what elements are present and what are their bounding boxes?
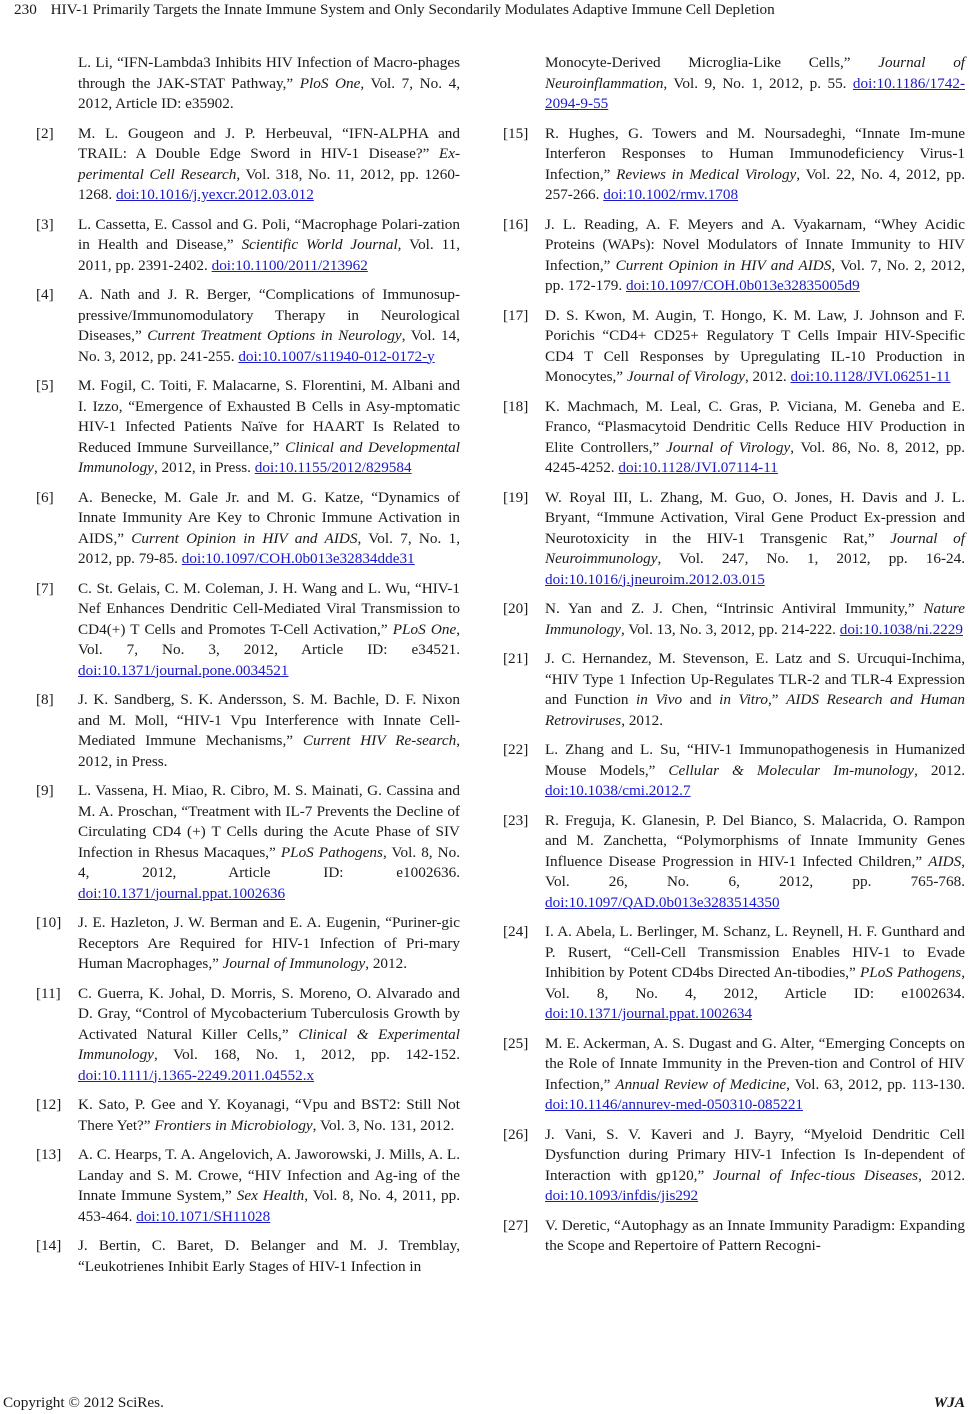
reference-item bbox=[503, 649, 965, 731]
reference-text: M. L. Gougeon and J. P. Herbeuval, “IFN-ALPHA and TRAIL: A Double Edge Sword in HIV-1 Disease?” bbox=[78, 124, 460, 162]
reference-source-title: Sex Health bbox=[236, 1187, 305, 1204]
reference-number: [15] bbox=[503, 124, 529, 142]
doi-link[interactable]: doi:10.1155/2012/829584 bbox=[254, 459, 412, 476]
reference-source-title: Journal of Virology bbox=[626, 368, 745, 385]
reference-item bbox=[503, 922, 965, 1025]
reference-source-title: PloS One bbox=[299, 74, 361, 92]
reference-text: N. Yan and Z. J. Chen, “Intrinsic Antiviral Immunity,” bbox=[545, 600, 924, 617]
reference-text: , 2012. bbox=[365, 955, 407, 972]
reference-number: [5] bbox=[36, 377, 54, 394]
reference-text: R. Hughes, G. Towers and M. Noursadeghi, “Innate Im-mune Interferon Responses to Human Immunodeficiency Virus-1 Infection,” bbox=[545, 124, 965, 183]
reference-text: C. St. Gelais, C. M. Coleman, J. H. Wang and L. Wu, “HIV-1 Nef Enhances Dendritic Cell-Mediated Viral Transmission to CD4(+) T Cells and Promotes T-Cell Activation,” bbox=[78, 579, 460, 638]
page-number: 230 bbox=[14, 1, 37, 18]
reference-item bbox=[503, 215, 965, 297]
copyright-notice: Copyright © 2012 SciRes. bbox=[3, 1394, 164, 1411]
reference-text: , Vol. 318, No. 11, 2012, pp. 1260-1268. bbox=[78, 165, 460, 203]
reference-source-title: Journal of Neuroinflammation bbox=[545, 54, 966, 92]
reference-number: [25] bbox=[503, 1034, 529, 1052]
doi-link[interactable]: doi:10.1097/QAD.0b013e3283514350 bbox=[545, 893, 780, 911]
reference-source-title: Journal of Infec-tious Diseases bbox=[713, 1166, 919, 1184]
reference-number: [24] bbox=[503, 923, 529, 940]
reference-text: , Vol. 7, No. 1, 2012, pp. 79-85. bbox=[78, 529, 461, 567]
reference-text: D. S. Kwon, M. Augin, T. Hongo, K. M. Law, J. Johnson and F. Porichis “CD4+ CD25+ Regulatory T Cells Impair HIV-Specific CD4 T Cell Responses by Upregulating IL-10 Production in Monocytes,” bbox=[545, 306, 965, 385]
reference-text: and bbox=[682, 691, 720, 708]
reference-item bbox=[503, 397, 965, 479]
reference-source-title: Current Opinion in HIV and AIDS bbox=[131, 529, 358, 547]
reference-number: [14] bbox=[36, 1237, 62, 1254]
reference-text: , Vol. 63, 2012, pp. 113-130. bbox=[786, 1075, 965, 1093]
reference-source-title: AIDS Research and Human Retroviruses bbox=[545, 691, 966, 729]
doi-link[interactable]: doi:10.1128/JVI.07114-11 bbox=[618, 459, 778, 476]
reference-number: [16] bbox=[503, 215, 529, 233]
reference-text: J. E. Hazleton, J. W. Berman and E. A. Eugenin, “Puriner-gic Receptors Are Required for HIV-1 Infection of Pri-mary Human Macrophages,” bbox=[78, 914, 460, 972]
reference-number: [7] bbox=[36, 579, 54, 597]
reference-number: [4] bbox=[36, 286, 54, 303]
doi-link[interactable]: doi:10.1186/1742-2094-9-55 bbox=[545, 74, 965, 112]
reference-continuation bbox=[36, 53, 460, 115]
doi-link[interactable]: doi:10.1371/journal.ppat.1002634 bbox=[545, 1005, 753, 1022]
reference-item bbox=[503, 488, 965, 591]
doi-link[interactable]: doi:10.1038/cmi.2012.7 bbox=[545, 782, 691, 799]
reference-text: , Vol. 26, No. 6, 2012, pp. 765-768. bbox=[545, 852, 965, 890]
reference-text: , Vol. 11, 2011, pp. 2391-2402. bbox=[78, 236, 461, 274]
doi-link[interactable]: doi:10.1097/COH.0b013e32834dde31 bbox=[181, 550, 415, 567]
reference-text: , Vol. 7, No. 4, 2012, Article ID: e35902. bbox=[78, 74, 460, 112]
reference-item bbox=[503, 811, 965, 914]
reference-number: [18] bbox=[503, 397, 529, 415]
reference-text: , 2012. bbox=[621, 711, 663, 729]
reference-item bbox=[503, 306, 965, 388]
reference-text: A. Benecke, M. Gale Jr. and M. G. Katze, “Dynamics of Innate Immunity Are Key to Chronic Immune Activation in AIDS,” bbox=[78, 488, 460, 547]
reference-source-title: in Vivo bbox=[636, 691, 683, 708]
doi-link[interactable]: doi:10.1016/j.yexcr.2012.03.012 bbox=[115, 186, 314, 203]
reference-item bbox=[36, 215, 460, 277]
running-title: HIV-1 Primarily Targets the Innate Immune System and Only Secondarily Modulates Adaptive Immune Cell Depletion bbox=[50, 1, 775, 18]
reference-text: J. C. Hernandez, M. Stevenson, E. Latz and S. Urcuqui-Inchima, “HIV Type 1 Infection Up-Regulates TLR-2 and TLR-4 Expression and Function bbox=[545, 650, 965, 708]
reference-number: [13] bbox=[36, 1146, 62, 1163]
reference-item bbox=[503, 1216, 965, 1257]
reference-source-title: Nature Immunology bbox=[545, 600, 965, 638]
reference-text: I. A. Abela, L. Berlinger, M. Schanz, L. Reynell, H. F. Gunthard and P. Rusert, “Cell-Cell Transmission Enables HIV-1 to Evade Inhibition by Potent CD4bs Directed An-tibodies,” bbox=[545, 923, 965, 981]
reference-number: [6] bbox=[36, 488, 54, 506]
reference-text: J. Vani, S. V. Kaveri and J. Bayry, “Myeloid Dendritic Cell Dysfunction during Primary HIV-1 Infection Is In-dependent of Interaction with gp120,” bbox=[545, 1125, 965, 1184]
reference-source-title: Current HIV Re-search bbox=[302, 732, 457, 749]
reference-text: , Vol. 86, No. 8, 2012, pp. 4245-4252. bbox=[545, 438, 965, 476]
reference-text: , Vol. 13, No. 3, 2012, pp. 214-222. bbox=[620, 620, 840, 638]
reference-text: M. E. Ackerman, A. S. Dugast and G. Alter, “Emerging Concepts on the Role of Innate Immunity in the Preven-tion and Control of HIV Infection,” bbox=[545, 1034, 965, 1093]
reference-text: , Vol. 8, No. 4, 2012, Article ID: e1002636. bbox=[78, 843, 460, 881]
reference-number: [2] bbox=[36, 124, 54, 142]
reference-source-title: Clinical and Developmental Immunology bbox=[78, 438, 460, 476]
reference-text: Monocyte-Derived Microglia-Like Cells,” bbox=[545, 54, 879, 71]
reference-text: , Vol. 7, No. 2, 2012, pp. 172-179. bbox=[545, 256, 966, 294]
reference-item bbox=[503, 1034, 965, 1116]
reference-text: , 2012. bbox=[918, 1166, 965, 1184]
reference-item bbox=[36, 781, 460, 904]
doi-link[interactable]: doi:10.1071/SH11028 bbox=[136, 1207, 271, 1225]
references-right-column bbox=[503, 53, 965, 1266]
reference-text: R. Freguja, K. Glanesin, P. Del Bianco, S. Malacrida, O. Rampon and M. Zanchetta, “Polymorphisms of Innate Immunity Genes Influence Disease Progression in HIV-1 Infected Children,” bbox=[545, 811, 965, 870]
reference-text: , 2012. bbox=[914, 761, 966, 779]
reference-source-title: Frontiers in Microbiology bbox=[154, 1116, 313, 1134]
reference-source-title: Current Treatment Options in Neurology bbox=[147, 327, 402, 344]
running-head bbox=[14, 0, 959, 22]
reference-text: , Vol. 168, No. 1, 2012, pp. 142-152. bbox=[153, 1046, 460, 1063]
reference-text: L. Zhang and L. Su, “HIV-1 Immunopathogenesis in Humanized Mouse Models,” bbox=[545, 741, 965, 779]
reference-item bbox=[503, 740, 965, 802]
reference-text: , Vol. 8, No. 4, 2012, Article ID: e1002634. bbox=[545, 964, 966, 1002]
reference-source-title: Annual Review of Medicine bbox=[615, 1075, 787, 1093]
reference-text: L. Vassena, H. Miao, R. Cibro, M. S. Mainati, G. Cassina and M. A. Proschan, “Treatment with IL-7 Prevents the Decline of Circulating CD4 (+) T Cells during the Acute Phase of SIV Infection in Rhesus Macaques,” bbox=[78, 782, 460, 861]
reference-number: [19] bbox=[503, 488, 529, 506]
reference-item bbox=[36, 690, 460, 772]
reference-source-title: Scientific World Journal bbox=[241, 236, 398, 253]
reference-text: , Vol. 22, No. 4, 2012, pp. 257-266. bbox=[545, 165, 965, 203]
reference-text: M. Fogil, C. Toiti, F. Malacarne, S. Florentini, M. Albani and I. Izzo, “Emergence of Exhausted B Cells in Asy-mptomatic HIV-1 Infected Patients Naïve for HAART Is Related to Reduced Immune Surveillance,” bbox=[78, 377, 460, 456]
page-footer bbox=[0, 1394, 969, 1414]
doi-link[interactable]: doi:10.1128/JVI.06251-11 bbox=[790, 368, 951, 385]
reference-text: , Vol. 8, No. 4, 2011, pp. 453-464. bbox=[78, 1187, 461, 1225]
doi-link[interactable]: doi:10.1111/j.1365-2249.2011.04552.x bbox=[78, 1066, 315, 1084]
reference-number: [12] bbox=[36, 1096, 62, 1113]
reference-text: W. Royal III, L. Zhang, M. Guo, O. Jones, H. Davis and J. L. Bryant, “Immune Activation, Viral Gene Product Ex-pression and Neurotoxicity in the HIV-1 Transgenic Rat,” bbox=[545, 488, 965, 547]
reference-source-title: Ex-perimental Cell Research bbox=[78, 145, 460, 183]
reference-source-title: Cellular & Molecular Im-munology bbox=[668, 761, 915, 779]
journal-abbreviation: WJA bbox=[933, 1394, 965, 1411]
reference-text: , Vol. 247, No. 1, 2012, pp. 16-24. bbox=[657, 550, 965, 567]
doi-link[interactable]: doi:10.1016/j.jneuroim.2012.03.015 bbox=[545, 570, 765, 588]
reference-text: , 2012, in Press. bbox=[78, 732, 460, 770]
reference-item bbox=[503, 1125, 965, 1207]
reference-number: [11] bbox=[36, 984, 61, 1002]
reference-item bbox=[36, 124, 460, 206]
reference-text: A. C. Hearps, T. A. Angelovich, A. Jaworowski, J. Mills, A. L. Landay and S. M. Crowe, “HIV Infection and Ag-ing of the Innate Immune System,” bbox=[78, 1146, 460, 1204]
reference-text: J. Bertin, C. Baret, D. Belanger and M. J. Tremblay, “Leukotrienes Inhibit Early Stages of HIV-1 Infection in bbox=[78, 1237, 460, 1275]
reference-number: [10] bbox=[36, 914, 62, 931]
reference-number: [26] bbox=[503, 1125, 529, 1143]
doi-link[interactable]: doi:10.1100/2011/213962 bbox=[211, 256, 368, 274]
reference-number: [17] bbox=[503, 306, 529, 324]
reference-text: , 2012, in Press. bbox=[153, 459, 255, 476]
reference-text: V. Deretic, “Autophagy as an Innate Immunity Paradigm: Expanding the Scope and Repertoire of Pattern Recogni- bbox=[545, 1216, 965, 1254]
doi-link[interactable]: doi:10.1371/journal.ppat.1002636 bbox=[78, 884, 286, 902]
reference-item bbox=[36, 285, 460, 367]
doi-link[interactable]: doi:10.1146/annurev-med-050310-085221 bbox=[545, 1096, 804, 1113]
reference-source-title: Reviews in Medical Virology bbox=[616, 165, 797, 183]
reference-source-title: in Vitro bbox=[719, 691, 768, 708]
reference-number: [21] bbox=[503, 650, 529, 667]
reference-number: [23] bbox=[503, 811, 529, 829]
reference-source-title: Journal of Virology bbox=[666, 438, 791, 456]
reference-text: C. Guerra, K. Johal, D. Morris, S. Moreno, O. Alvarado and D. Gray, “Control of Mycobacterium Tuberculosis Growth by Activated Natural Killer Cells,” bbox=[78, 984, 460, 1043]
reference-source-title: Clinical & Experimental Immunology bbox=[78, 1025, 460, 1063]
reference-item bbox=[36, 488, 460, 570]
reference-text: K. Machmach, M. Leal, C. Gras, P. Viciana, M. Geneba and E. Franco, “Plasmacytoid Dendritic Cells Reduce HIV Production in Elite Controllers,” bbox=[545, 397, 965, 456]
reference-text: , Vol. 14, No. 3, 2012, pp. 241-255. bbox=[78, 327, 460, 365]
reference-source-title: PLoS One bbox=[392, 620, 457, 638]
reference-text: A. Nath and J. R. Berger, “Complications of Immunosup-pressive/Immunomodulatory Therapy in Neurological Diseases,” bbox=[78, 286, 460, 344]
reference-text: J. K. Sandberg, S. K. Andersson, S. M. Bachle, D. F. Nixon and M. Moll, “HIV-1 Vpu Interference with Innate Cell-Mediated Immune Mechanisms,” bbox=[78, 691, 460, 749]
doi-link[interactable]: doi:10.1002/rmv.1708 bbox=[603, 186, 739, 203]
doi-link[interactable]: doi:10.1097/COH.0b013e32835005d9 bbox=[626, 277, 860, 294]
doi-link[interactable]: doi:10.1038/ni.2229 bbox=[839, 620, 963, 638]
reference-item bbox=[36, 1095, 460, 1136]
reference-text: , Vol. 7, No. 3, 2012, Article ID: e34521. bbox=[78, 620, 460, 658]
reference-number: [9] bbox=[36, 782, 54, 799]
doi-link[interactable]: doi:10.1093/infdis/jis292 bbox=[545, 1187, 699, 1204]
reference-number: [8] bbox=[36, 691, 54, 708]
reference-item bbox=[503, 124, 965, 206]
reference-source-title: PLoS Pathogens bbox=[859, 964, 962, 981]
reference-item bbox=[36, 1145, 460, 1227]
reference-number: [22] bbox=[503, 741, 529, 758]
reference-source-title: AIDS bbox=[928, 852, 962, 870]
reference-item bbox=[36, 984, 460, 1087]
reference-source-title: PLoS Pathogens bbox=[280, 843, 383, 861]
reference-source-title: Journal of Immunology bbox=[222, 955, 366, 972]
reference-item bbox=[36, 913, 460, 975]
reference-text: , 2012. bbox=[744, 368, 791, 385]
reference-text: L. Cassetta, E. Cassol and G. Poli, “Macrophage Polari-zation in Health and Disease,” bbox=[78, 215, 460, 253]
reference-item bbox=[503, 599, 965, 640]
reference-item bbox=[36, 1236, 460, 1277]
reference-item bbox=[36, 376, 460, 479]
reference-text: J. L. Reading, A. F. Meyers and A. Vyakarnam, “Whey Acidic Proteins (WAPs): Novel Modulators of Innate Immunity to HIV Infection,” bbox=[545, 215, 965, 274]
doi-link[interactable]: doi:10.1007/s11940-012-0172-y bbox=[238, 347, 435, 365]
reference-text: L. Li, “IFN-Lambda3 Inhibits HIV Infection of Macro-phages through the JAK-STAT Pathway,” bbox=[78, 54, 460, 92]
reference-source-title: Current Opinion in HIV and AIDS bbox=[615, 256, 832, 274]
reference-source-title: Journal of Neuroimmunology bbox=[545, 529, 965, 567]
doi-link[interactable]: doi:10.1371/journal.pone.0034521 bbox=[78, 661, 289, 679]
reference-item bbox=[36, 579, 460, 682]
reference-number: [20] bbox=[503, 600, 529, 617]
reference-text: K. Sato, P. Gee and Y. Koyanagi, “Vpu and BST2: Still Not There Yet?” bbox=[78, 1096, 460, 1134]
reference-text: , Vol. 3, No. 131, 2012. bbox=[312, 1116, 455, 1134]
references-left-column bbox=[36, 53, 460, 1286]
reference-number: [27] bbox=[503, 1216, 529, 1234]
reference-text: , Vol. 9, No. 1, 2012, p. 55. bbox=[663, 74, 853, 92]
reference-number: [3] bbox=[36, 215, 54, 233]
reference-continuation bbox=[503, 53, 965, 115]
reference-text: ,” bbox=[767, 691, 787, 708]
